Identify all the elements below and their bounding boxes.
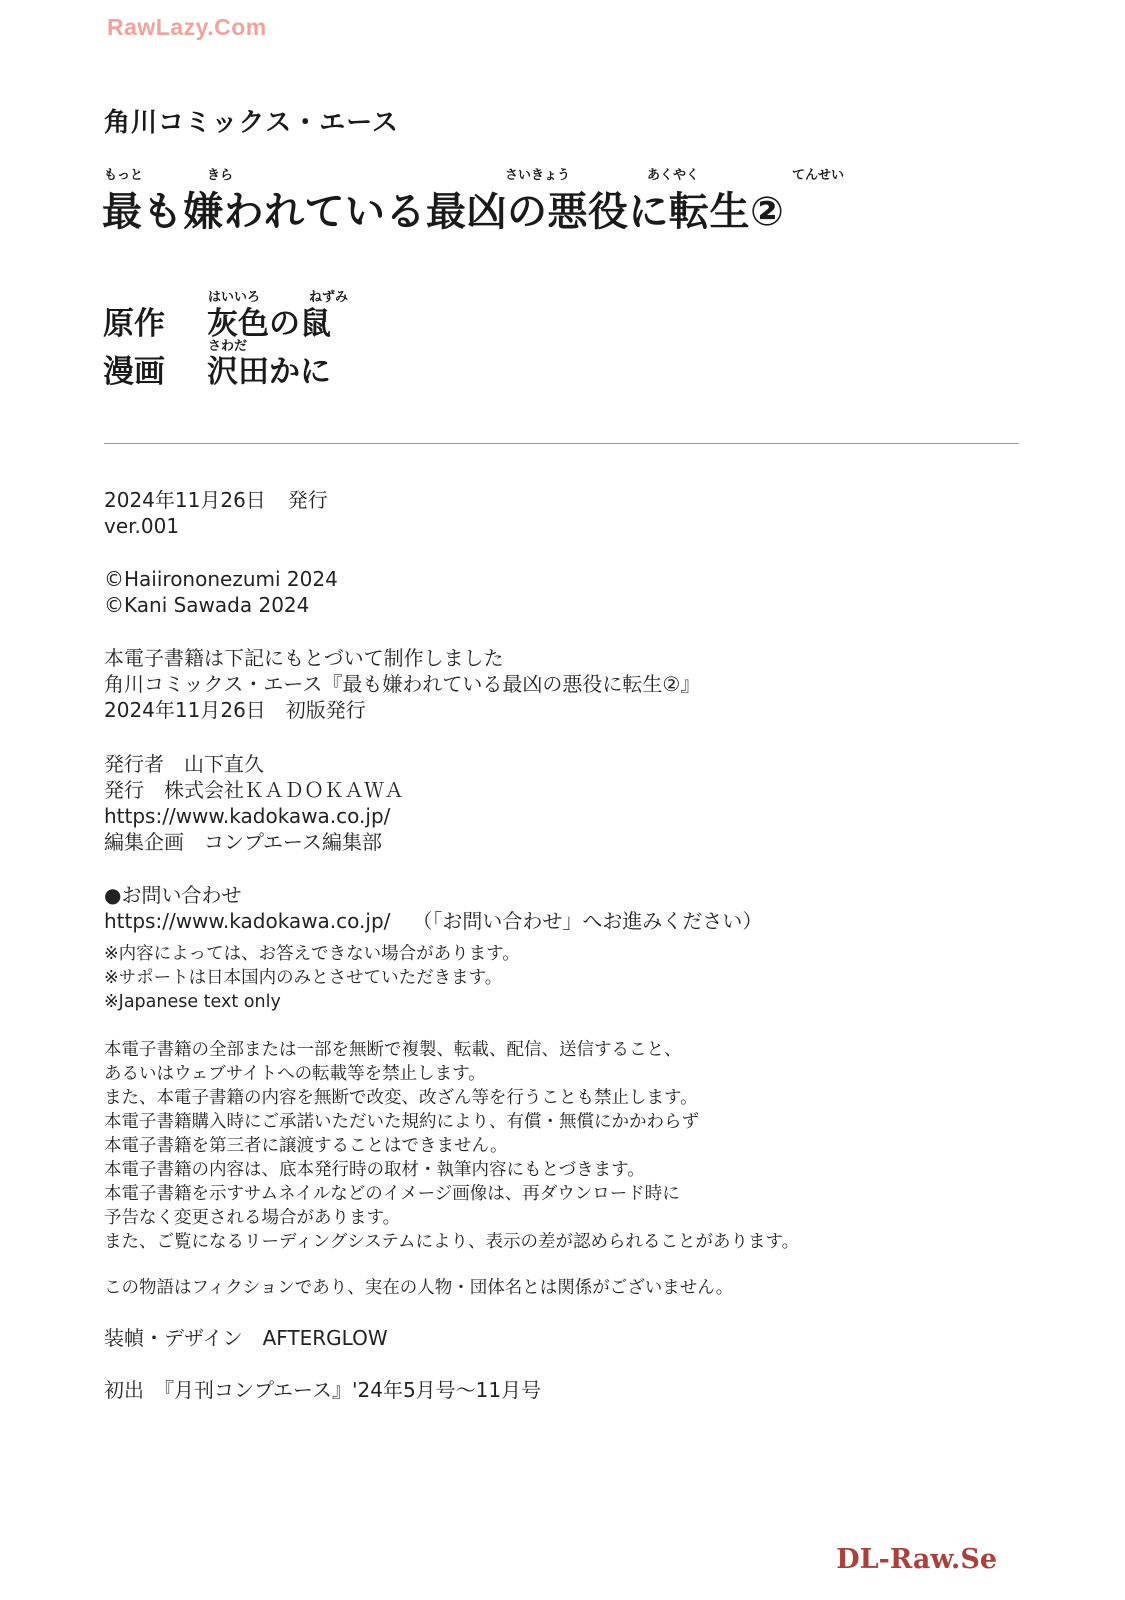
- inquiry-note: ※内容によっては、お答えできない場合があります。: [104, 944, 520, 964]
- publisher-line: 発行 株式会社ＫＡＤＯＫＡＷＡ: [104, 778, 404, 802]
- title-ruby-saikyou: さいきょう: [505, 168, 571, 183]
- legal-line: また、本電子書籍の内容を無断で改変、改ざん等を行うことも禁止します。: [104, 1088, 698, 1108]
- credit-name: 沢田かに: [207, 354, 331, 390]
- title-ruby-kira: きら: [207, 168, 234, 183]
- credit-role: 原作: [103, 306, 165, 342]
- watermark-bottom: DL-Raw.Se: [836, 1544, 997, 1575]
- source-line: 角川コミックス・エース『最も嫌われている最凶の悪役に転生②』: [104, 672, 701, 696]
- inquiry-note: ※サポートは日本国内のみとさせていただきます。: [104, 968, 503, 988]
- inquiry-note: ※Japanese text only: [104, 992, 281, 1012]
- inquiry-notes: [104, 942, 1054, 1014]
- publisher-url[interactable]: https://www.kadokawa.co.jp/: [104, 804, 391, 828]
- version: ver.001: [104, 514, 180, 538]
- fiction-note: この物語はフィクションであり、実在の人物・団体名とは関係がございません。: [104, 1278, 734, 1298]
- credit-ruby-sawada: さわだ: [208, 339, 248, 354]
- publisher-line: 発行者 山下直久: [104, 752, 264, 776]
- publisher-line: 編集企画 コンプエース編集部: [104, 830, 382, 854]
- legal-block: [104, 1038, 1054, 1254]
- publisher-block: [104, 751, 1054, 855]
- inquiry-heading: ●お問い合わせ: [104, 883, 242, 907]
- book-title: 最も嫌われている最凶の悪役に転生②: [102, 189, 785, 235]
- copyright-line: ©Haiirononezumi 2024: [104, 567, 338, 591]
- legal-line: 本電子書籍の全部または一部を無断で複製、転載、配信、送信すること、: [104, 1040, 682, 1060]
- credit-role: 漫画: [103, 354, 165, 390]
- legal-line: あるいはウェブサイトへの転載等を禁止します。: [104, 1064, 486, 1084]
- title-ruby-motto: もっと: [104, 168, 144, 183]
- title-ruby-akuyaku: あくやく: [647, 168, 700, 183]
- legal-line: また、ご覧になるリーディングシステムにより、表示の差が認められることがあります。: [104, 1232, 800, 1252]
- credit-manga-artist: [103, 346, 331, 391]
- legal-line: 予告なく変更される場合があります。: [104, 1208, 401, 1228]
- legal-line: 本電子書籍を示すサムネイルなどのイメージ画像は、再ダウンロード時に: [104, 1184, 680, 1204]
- source-line: 本電子書籍は下記にもとづいて制作しました: [104, 646, 504, 670]
- inquiry-url-line: [104, 908, 1054, 934]
- imprint-label: 角川コミックス・エース: [104, 108, 399, 138]
- first-appearance: 初出 『月刊コンプエース』'24年5月号〜11月号: [104, 1378, 542, 1402]
- credit-name: 灰色の鼠: [207, 306, 331, 342]
- source-block: [104, 645, 1054, 723]
- source-line: 2024年11月26日 初版発行: [104, 698, 366, 722]
- copyright-line: ©Kani Sawada 2024: [104, 593, 310, 617]
- title-ruby-tensei: てんせい: [792, 168, 845, 183]
- legal-line: 本電子書籍を第三者に譲渡することはできません。: [104, 1136, 508, 1156]
- publication-date: 2024年11月26日: [104, 488, 266, 512]
- publication-date-line: [104, 487, 1054, 513]
- credit-ruby-haiiro: はいいろ: [208, 290, 261, 305]
- inquiry-url[interactable]: https://www.kadokawa.co.jp/: [104, 909, 391, 933]
- credit-ruby-nezumi: ねずみ: [309, 290, 349, 305]
- copyright-block: [104, 566, 1054, 618]
- publication-date-label: 発行: [287, 488, 328, 512]
- credit-original-author: [103, 298, 331, 343]
- inquiry-block: [104, 882, 1054, 934]
- divider: [104, 443, 1019, 444]
- legal-line: 本電子書籍の内容は、底本発行時の取材・執筆内容にもとづきます。: [104, 1160, 645, 1180]
- design-credit: 装幀・デザイン AFTERGLOW: [104, 1326, 388, 1350]
- legal-line: 本電子書籍購入時にご承諾いただいた規約により、有償・無償にかかわらず: [104, 1112, 699, 1132]
- watermark-top: RawLazy.Com: [107, 14, 267, 40]
- inquiry-url-note: （「お問い合わせ」へお進みください）: [412, 909, 763, 933]
- publication-block: [104, 487, 1054, 539]
